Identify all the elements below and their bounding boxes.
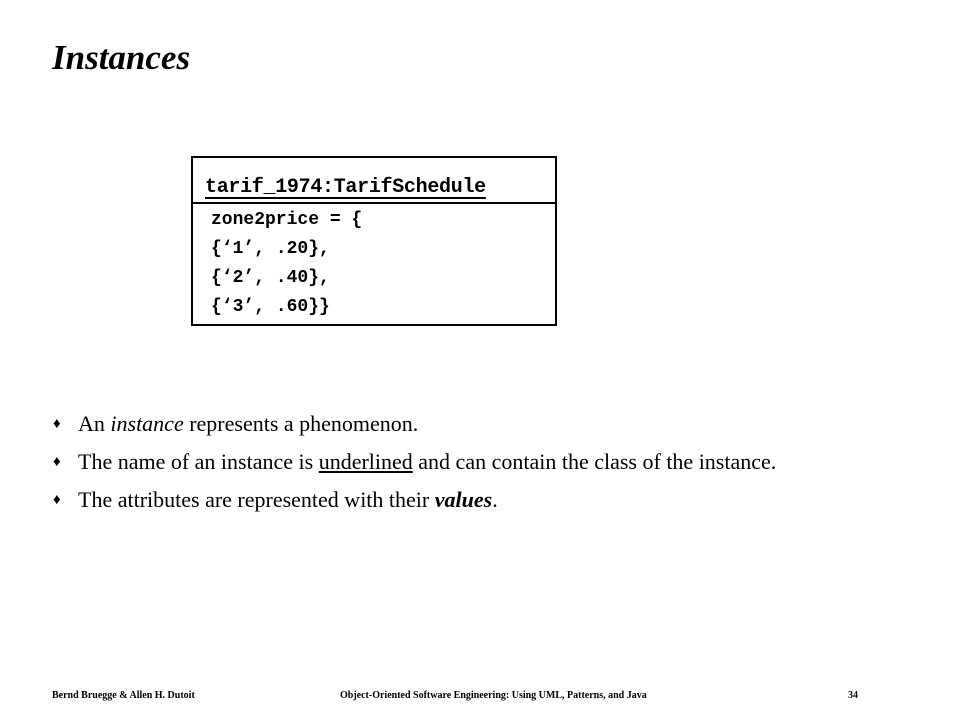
bullet-text: and can contain the class of the instance. xyxy=(412,449,777,474)
bullet-emphasis: instance xyxy=(110,411,184,436)
bullet-text: The name of an instance is xyxy=(78,449,319,474)
bullet-text: An xyxy=(78,411,111,436)
bullet-text: represents a phenomenon. xyxy=(183,411,419,436)
uml-attributes: zone2price = { {‘1’, .20}, {‘2’, .40}, {‘3’, .60}} xyxy=(211,210,363,317)
uml-divider xyxy=(193,202,555,204)
bullet-text: . xyxy=(492,487,498,512)
diamond-bullet-icon: ♦ xyxy=(53,454,61,470)
bullet-list xyxy=(48,410,908,524)
footer-book-title: Object-Oriented Software Engineering: Using UML, Patterns, and Java xyxy=(340,690,647,701)
bullet-emphasis: values xyxy=(434,487,493,512)
diamond-bullet-icon: ♦ xyxy=(53,492,61,508)
bullet-item xyxy=(48,448,908,476)
bullet-text: The attributes are represented with their xyxy=(78,487,435,512)
bullet-item xyxy=(48,410,908,438)
footer-authors: Bernd Bruegge & Allen H. Dutoit xyxy=(52,690,195,701)
diamond-bullet-icon: ♦ xyxy=(53,416,61,432)
uml-object-box xyxy=(191,156,557,326)
uml-object-name: tarif_1974:TarifSchedule xyxy=(205,176,486,199)
footer-page-number: 34 xyxy=(848,690,858,701)
bullet-item xyxy=(48,486,908,514)
slide-title: Instances xyxy=(52,38,191,77)
bullet-emphasis: underlined xyxy=(318,449,413,474)
